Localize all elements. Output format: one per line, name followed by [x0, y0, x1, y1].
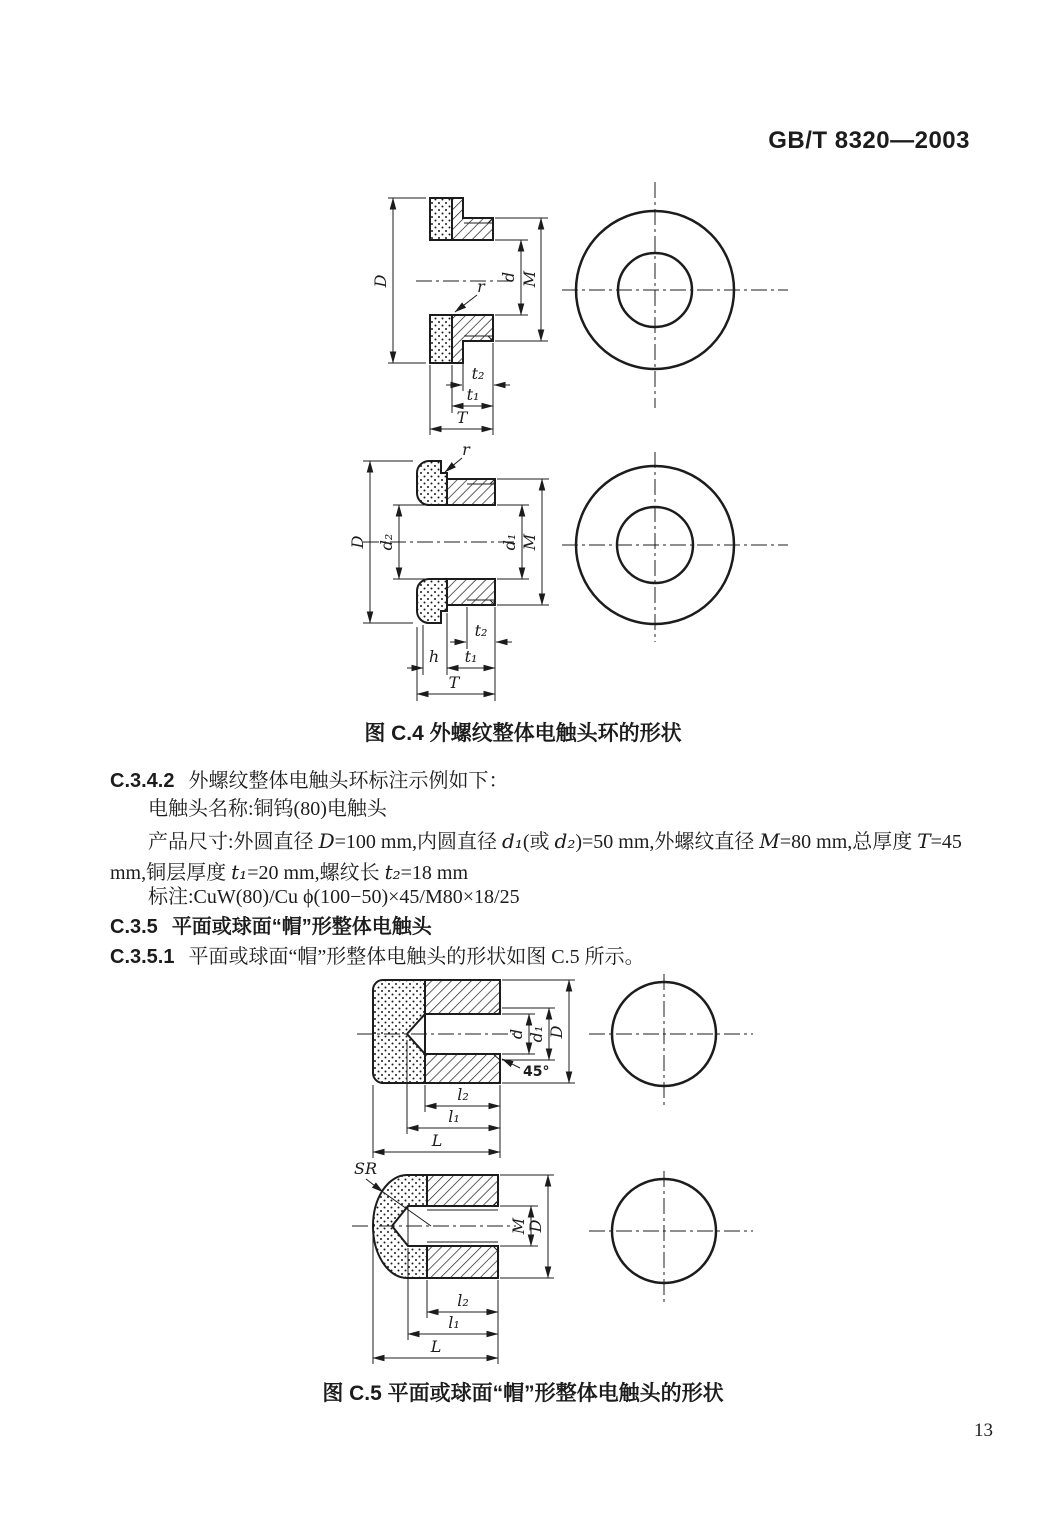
var-d1: d₁ [502, 829, 523, 853]
cuw-contact-layer-top [430, 198, 452, 240]
clause-title: 平面或球面“帽”形整体电触头 [171, 916, 432, 938]
clause-number: C.3.4.2 [110, 770, 175, 792]
part-geometry [352, 1175, 516, 1278]
fig-c5-section-view-1 [345, 968, 600, 1173]
dim-label-SR: SR [354, 1159, 378, 1178]
dim-label-D: D [348, 535, 367, 549]
clause-text: 外螺纹整体电触头环标注示例如下： [188, 770, 509, 792]
dim-label-D: D [371, 274, 390, 288]
clause-text: 平面或球面“帽”形整体电触头的形状如图 C.5 所示。 [188, 946, 645, 968]
fig-c4-section-view-2 [335, 440, 570, 728]
dim-label-d2: d₂ [377, 533, 396, 551]
standard-code-header: GB/T 8320—2003 [768, 127, 970, 154]
text-run: (或 [522, 831, 555, 853]
dim-label-M: M [520, 533, 539, 551]
dim-label-L: L [430, 1337, 442, 1356]
fig-c4-section-view-1 [360, 173, 590, 443]
dim-label-l2: l₂ [457, 1291, 469, 1310]
copper-body-top [425, 980, 500, 1014]
sphere-radius-leader [366, 1179, 383, 1192]
dim-label-L: L [431, 1131, 443, 1150]
figure-c5-caption: 图 C.5 平面或球面“帽”形整体电触头的形状 [322, 1382, 724, 1405]
dim-label-T: T [448, 673, 460, 692]
part-geometry [357, 980, 517, 1083]
text-run: =80 mm,总厚度 [779, 831, 918, 853]
radius-leader [455, 295, 477, 312]
text-run: =18 mm [400, 862, 469, 884]
var-T: T [917, 829, 931, 853]
dim-label-D: D [526, 1219, 545, 1233]
fig-c5-section-view-2 [330, 1160, 590, 1375]
fig-c5-front-view-2 [585, 1165, 760, 1315]
text-run: =45 mm,铜层厚度 [110, 831, 962, 884]
dim-label-l1: l₁ [448, 1313, 460, 1332]
dim-label-d1: d₁ [527, 1025, 546, 1043]
clause-c35-heading [110, 912, 432, 942]
text-run: )=50 mm,外螺纹直径 [575, 831, 760, 853]
var-t2: t₂ [384, 860, 401, 884]
copper-body-top [447, 479, 495, 505]
copper-body-bottom [425, 1054, 500, 1083]
copper-body-top [427, 1175, 498, 1206]
var-t1: t₁ [231, 860, 248, 884]
page-number: 13 [974, 1420, 993, 1441]
clause-number: C.3.5 [110, 916, 158, 938]
cuw-contact-layer-bottom [430, 315, 452, 363]
fig-c4-front-view-1 [560, 172, 820, 417]
text-run: =20 mm,螺纹长 [247, 862, 385, 884]
part-geometry [416, 198, 512, 363]
product-size-paragraph [110, 826, 970, 888]
chamfer-angle-label: 45° [523, 1064, 550, 1080]
dim-label-M: M [509, 1217, 528, 1235]
dim-label-d: d [507, 1028, 526, 1040]
clause-c342 [110, 766, 508, 796]
dim-label-h: h [428, 647, 440, 666]
radius-leader [445, 458, 462, 472]
marking-line: 标注:CuW(80)/Cu ϕ(100−50)×45/M80×18/25 [148, 886, 520, 908]
var-d2: d₂ [554, 829, 576, 853]
fig-c4-front-view-2 [560, 448, 820, 693]
copper-body-bottom [447, 579, 495, 605]
dim-label-T: T [456, 408, 468, 427]
copper-body-bottom [452, 315, 493, 363]
text-run: =100 mm,内圆直径 [334, 831, 503, 853]
cuw-domed-layer-bottom [417, 579, 447, 623]
figure-c4-caption: 图 C.4 外螺纹整体电触头环的形状 [364, 722, 682, 745]
dim-label-t2: t₂ [471, 364, 485, 383]
var-M: M [759, 829, 780, 853]
dim-label-r: r [477, 277, 485, 296]
clause-number: C.3.5.1 [110, 946, 175, 968]
dim-label-t1: t₁ [464, 647, 478, 666]
dim-label-D: D [547, 1025, 566, 1039]
dim-label-M: M [520, 270, 539, 288]
fig-c5-front-view-1 [585, 970, 760, 1120]
dim-label-l1: l₁ [448, 1107, 460, 1126]
contact-name-line: 电触头名称:铜钨(80)电触头 [148, 798, 387, 820]
dim-label-t1: t₁ [466, 385, 480, 404]
dim-label-d: d [499, 271, 518, 283]
dim-label-r: r [462, 440, 470, 459]
dim-label-l2: l₂ [457, 1085, 469, 1104]
var-D: D [318, 829, 335, 853]
text-run: 产品尺寸:外圆直径 [148, 831, 319, 853]
dim-label-t2: t₂ [474, 621, 488, 640]
copper-body-top [452, 198, 493, 240]
copper-body-bottom [427, 1246, 498, 1278]
dim-label-d1: d₁ [500, 533, 519, 551]
cuw-domed-layer-top [417, 461, 447, 505]
